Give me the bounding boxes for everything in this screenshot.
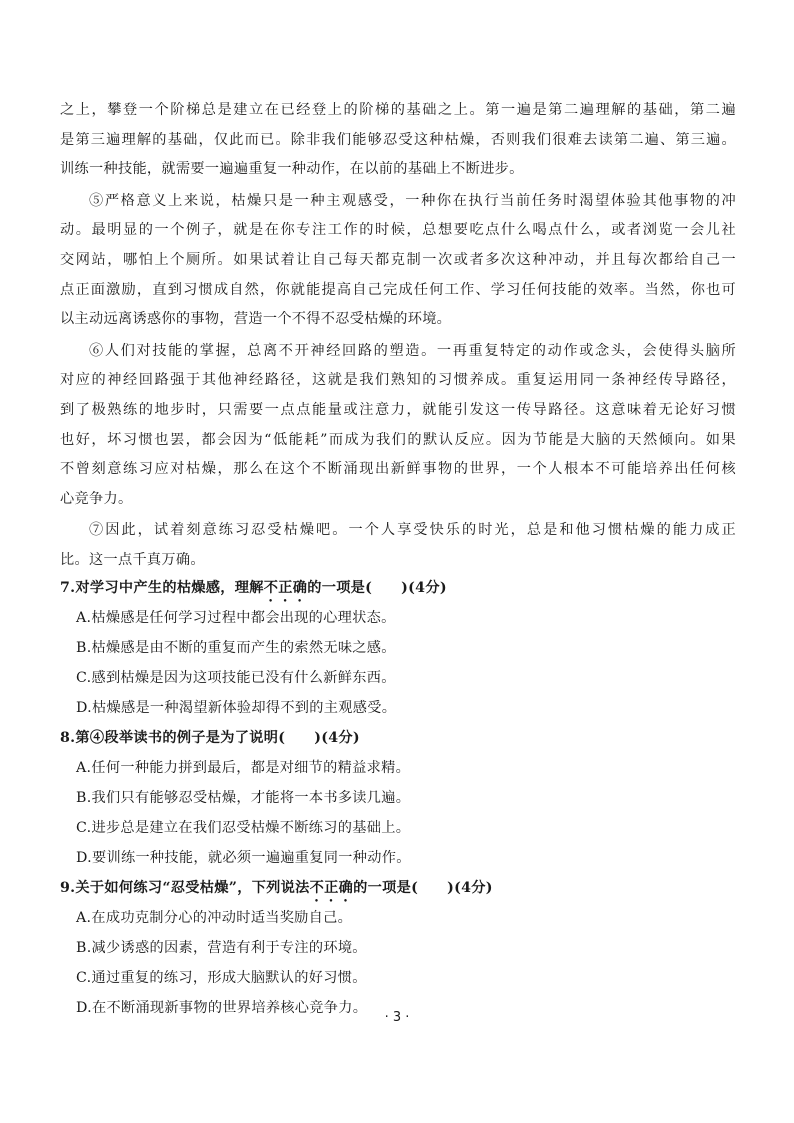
stem-emphasis: 不正确 — [309, 880, 354, 896]
option-b[interactable]: B.我们只有能够忍受枯燥，才能将一本书多读几遍。 — [76, 790, 411, 806]
question-stem — [60, 873, 736, 903]
option-a[interactable]: A.在成功克制分心的冲动时适当奖励自己。 — [76, 910, 353, 926]
reading-passage — [60, 96, 736, 578]
passage-line: 不曾刻意练习应对枯燥，那么在这个不断涌现出新鲜事物的世界，一个人根本不可能培养出任何核 — [60, 461, 736, 478]
passage-line: 交网站，哪怕上个厕所。如果试着让自己每天都克制一次或者多次这种冲动，并且每次都给自己一 — [60, 251, 736, 268]
option-d[interactable]: D.枯燥感是一种渴望新体验却得不到的主观感受。 — [76, 700, 397, 716]
passage-line: ⑥人们对技能的掌握，总离不开神经回路的塑造。一再重复特定的动作或念头，会使得头脑所 — [89, 342, 736, 359]
question-7 — [60, 573, 736, 723]
passage-line: 是第三遍理解的基础，仅此而已。除非我们能够忍受这种枯燥，否则我们很难去读第二遍、第三遍。 — [60, 131, 736, 148]
passage-line: 之上，攀登一个阶梯总是建立在已经登上的阶梯的基础之上。第一遍是第二遍理解的基础，第二遍 — [60, 102, 736, 118]
question-8 — [60, 723, 736, 873]
question-9 — [60, 873, 736, 1023]
question-stem — [60, 723, 736, 753]
passage-line: 比。这一点千真万确。 — [60, 551, 205, 568]
option-b[interactable]: B.枯燥感是由不断的重复而产生的索然无味之感。 — [76, 640, 396, 656]
passage-line: 对应的神经回路强于其他神经路径，这就是我们熟知的习惯养成。重复运用同一条神经传导路径， — [60, 372, 736, 389]
option-d[interactable]: D.要训练一种技能，就必须一遍遍重复同一种动作。 — [76, 850, 411, 866]
option-a[interactable]: A.任何一种能力拼到最后，都是对细节的精益求精。 — [76, 760, 411, 776]
paragraph-6 — [60, 337, 736, 515]
passage-line: 训练一种技能，就需要一遍遍重复一种动作，在以前的基础上不断进步。 — [60, 161, 524, 178]
passage-line: 心竞争力。 — [60, 490, 133, 507]
option-b[interactable]: B.减少诱惑的因素，营造有利于专注的环境。 — [76, 940, 367, 956]
stem-emphasis: 不正确 — [263, 580, 308, 596]
option-a[interactable]: A.枯燥感是任何学习过程中都会出现的心理状态。 — [76, 610, 396, 626]
question-stem — [60, 573, 736, 603]
page-number: · 3 · — [384, 1010, 410, 1025]
passage-line: ⑦因此，试着刻意练习忍受枯燥吧。一个人享受快乐的时光，总是和他习惯枯燥的能力成正 — [89, 522, 736, 539]
passage-line: 点正面激励，直到习惯成自然，你就能提高自己完成任何工作、学习任何技能的效率。当然，你也可 — [60, 281, 736, 298]
stem-text: 7.对学习中产生的枯燥感，理解 — [60, 580, 264, 596]
paragraph-7 — [60, 516, 736, 575]
passage-line: 动。最明显的一个例子，就是在你专注工作的时候，总想要吃点什么喝点什么，或者浏览一会儿社 — [60, 222, 736, 239]
passage-line: 到了极熟练的地步时，只需要一点点能量或注意力，就能引发这一传导路径。这意味着无论好习惯 — [60, 401, 736, 418]
passage-line: ⑤严格意义上来说，枯燥只是一种主观感受，一种你在执行当前任务时渴望体验其他事物的冲 — [89, 192, 736, 209]
passage-line: 以主动远离诱惑你的事物，营造一个不得不忍受枯燥的环境。 — [60, 311, 452, 328]
stem-text: 9.关于如何练习“忍受枯燥”，下列说法 — [60, 880, 310, 896]
paragraph-5 — [60, 187, 736, 335]
option-c[interactable]: C.感到枯燥是因为这项技能已没有什么新鲜东西。 — [76, 670, 396, 686]
question-list — [60, 573, 736, 1023]
paragraph-4-continued — [60, 96, 736, 185]
option-c[interactable]: C.通过重复的练习，形成大脑默认的好习惯。 — [76, 970, 367, 986]
stem-text: 的一项是( )(4分) — [353, 880, 493, 896]
stem-text: 的一项是( )(4分) — [307, 580, 447, 596]
option-d[interactable]: D.在不断涌现新事物的世界培养核心竞争力。 — [76, 1000, 368, 1016]
stem-text: 8.第④段举读书的例子是为了说明( )(4分) — [60, 730, 360, 746]
passage-line: 也好，坏习惯也罢，都会因为“低能耗”而成为我们的默认反应。因为节能是大脑的天然倾向。如果 — [60, 431, 736, 448]
option-c[interactable]: C.进步总是建立在我们忍受枯燥不断练习的基础上。 — [76, 820, 411, 836]
